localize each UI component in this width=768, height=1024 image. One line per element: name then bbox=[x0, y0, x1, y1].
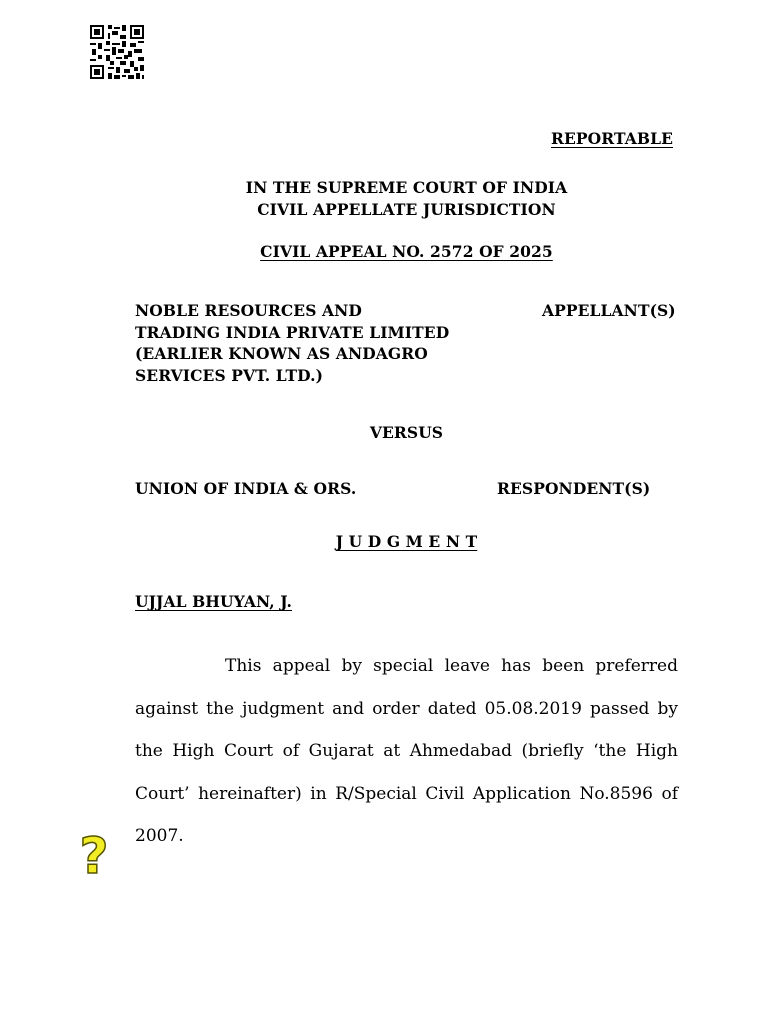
judgment-paragraph bbox=[135, 645, 678, 858]
judgment-author: UJJAL BHUYAN, J. bbox=[135, 592, 292, 611]
versus-label: VERSUS bbox=[369, 423, 444, 442]
court-name: IN THE SUPREME COURT OF INDIA bbox=[245, 178, 568, 197]
judgment-paragraph-text: This appeal by special leave has been preferred against the judgment and order dated 05.08.2019 passed by the High Court of Gujarat at Ahmedabad (briefly ‘the High Court’ hereinafter) in R/Special Civil Application No.8596 of 2007. bbox=[135, 656, 678, 846]
question-mark-icon[interactable]: ? bbox=[79, 827, 109, 885]
qr-code-icon bbox=[88, 22, 146, 82]
appellant-name-line-4: SERVICES PVT. LTD.) bbox=[135, 366, 324, 385]
appellant-name-line-1: NOBLE RESOURCES AND bbox=[135, 301, 362, 320]
case-number: CIVIL APPEAL NO. 2572 OF 2025 bbox=[260, 242, 553, 261]
reportable-label: REPORTABLE bbox=[551, 129, 673, 148]
appellant-name-line-2: TRADING INDIA PRIVATE LIMITED bbox=[135, 323, 450, 342]
respondent-role: RESPONDENT(S) bbox=[497, 479, 651, 498]
respondent-name: UNION OF INDIA & ORS. bbox=[135, 479, 357, 498]
appellant-name-line-3: (EARLIER KNOWN AS ANDAGRO bbox=[135, 344, 428, 363]
appellant-role: APPELLANT(S) bbox=[542, 301, 676, 320]
judgment-heading: J U D G M E N T bbox=[335, 532, 478, 551]
court-jurisdiction: CIVIL APPELLATE JURISDICTION bbox=[257, 200, 556, 219]
